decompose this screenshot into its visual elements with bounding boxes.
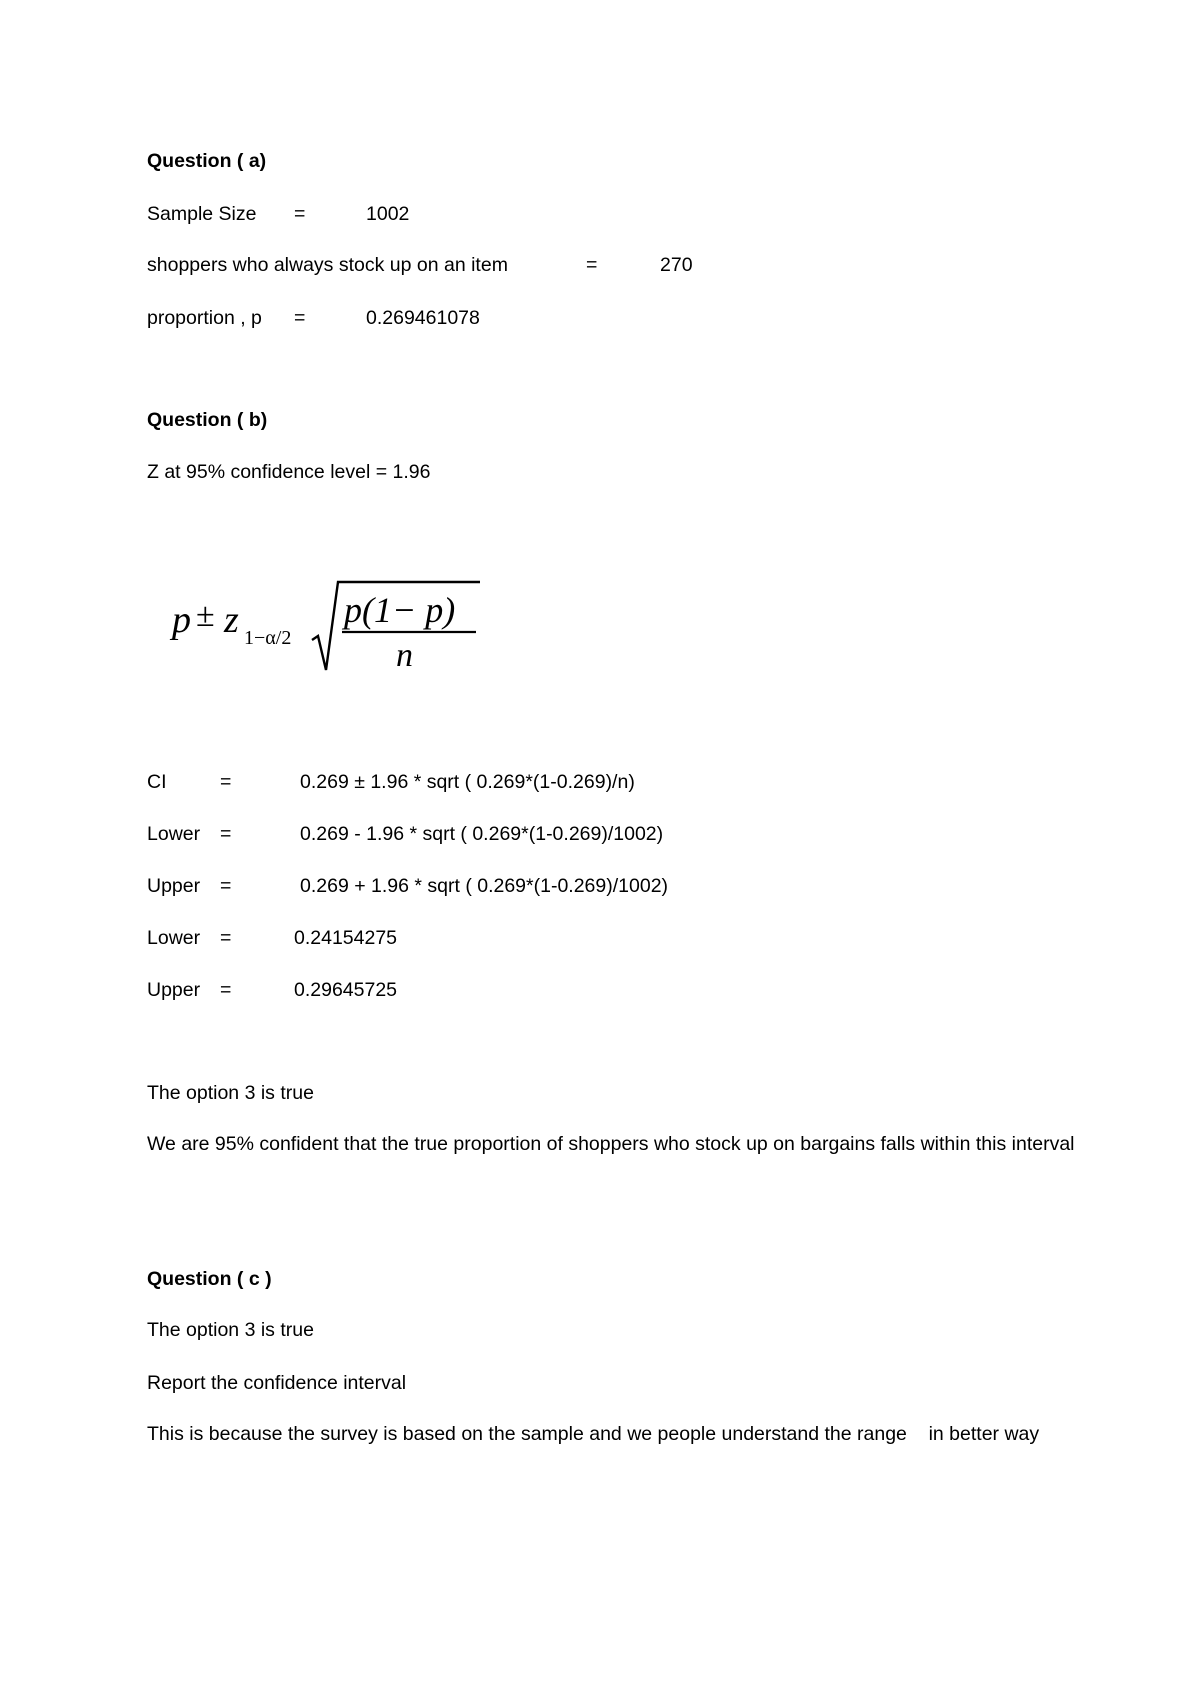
question-c-report: Report the confidence interval bbox=[147, 1372, 407, 1394]
upper-result-value: 0.29645725 bbox=[294, 979, 398, 1001]
lower-result-equals: = bbox=[220, 927, 232, 949]
formula-denominator: n bbox=[396, 637, 413, 674]
question-b-heading: Question ( b) bbox=[147, 409, 268, 431]
formula-p: p bbox=[172, 599, 191, 641]
shoppers-label: shoppers who always stock up on an item bbox=[147, 254, 508, 276]
question-b-option: The option 3 is true bbox=[147, 1082, 314, 1104]
proportion-value: 0.269461078 bbox=[366, 307, 480, 329]
lower-result-label: Lower bbox=[147, 927, 201, 949]
ci-label: CI bbox=[147, 771, 167, 793]
upper-expression: 0.269 + 1.96 * sqrt ( 0.269*(1-0.269)/1002) bbox=[300, 875, 669, 897]
sample-size-value: 1002 bbox=[366, 203, 410, 225]
lower-expression: 0.269 - 1.96 * sqrt ( 0.269*(1-0.269)/1002) bbox=[300, 823, 664, 845]
ci-formula-image bbox=[160, 562, 480, 682]
z-value-line: Z at 95% confidence level = 1.96 bbox=[147, 461, 431, 483]
upper-equals: = bbox=[220, 875, 232, 897]
proportion-label: proportion , p bbox=[147, 307, 262, 329]
lower-equals: = bbox=[220, 823, 232, 845]
question-b-conclusion: We are 95% confident that the true proportion of shoppers who stock up on bargains falls within this interval bbox=[147, 1133, 1075, 1155]
lower-result-value: 0.24154275 bbox=[294, 927, 398, 949]
upper-result-equals: = bbox=[220, 979, 232, 1001]
ci-expression: 0.269 ± 1.96 * sqrt ( 0.269*(1-0.269)/n) bbox=[300, 771, 635, 793]
upper-label: Upper bbox=[147, 875, 201, 897]
formula-z: z bbox=[224, 599, 239, 641]
question-a-heading: Question ( a) bbox=[147, 150, 267, 172]
formula-numerator: p(1− p) bbox=[344, 590, 456, 630]
formula-z-subscript: 1−α/2 bbox=[244, 627, 292, 649]
upper-result-label: Upper bbox=[147, 979, 201, 1001]
sample-size-label: Sample Size bbox=[147, 203, 257, 225]
lower-label: Lower bbox=[147, 823, 201, 845]
question-c-heading: Question ( c ) bbox=[147, 1268, 272, 1290]
ci-equals: = bbox=[220, 771, 232, 793]
formula-plus-minus: ± bbox=[196, 597, 215, 634]
question-c-option: The option 3 is true bbox=[147, 1319, 314, 1341]
sample-size-equals: = bbox=[294, 203, 306, 225]
question-c-reason: This is because the survey is based on the sample and we people understand the range in better way bbox=[147, 1423, 1040, 1445]
proportion-equals: = bbox=[294, 307, 306, 329]
shoppers-value: 270 bbox=[660, 254, 693, 276]
shoppers-equals: = bbox=[586, 254, 598, 276]
